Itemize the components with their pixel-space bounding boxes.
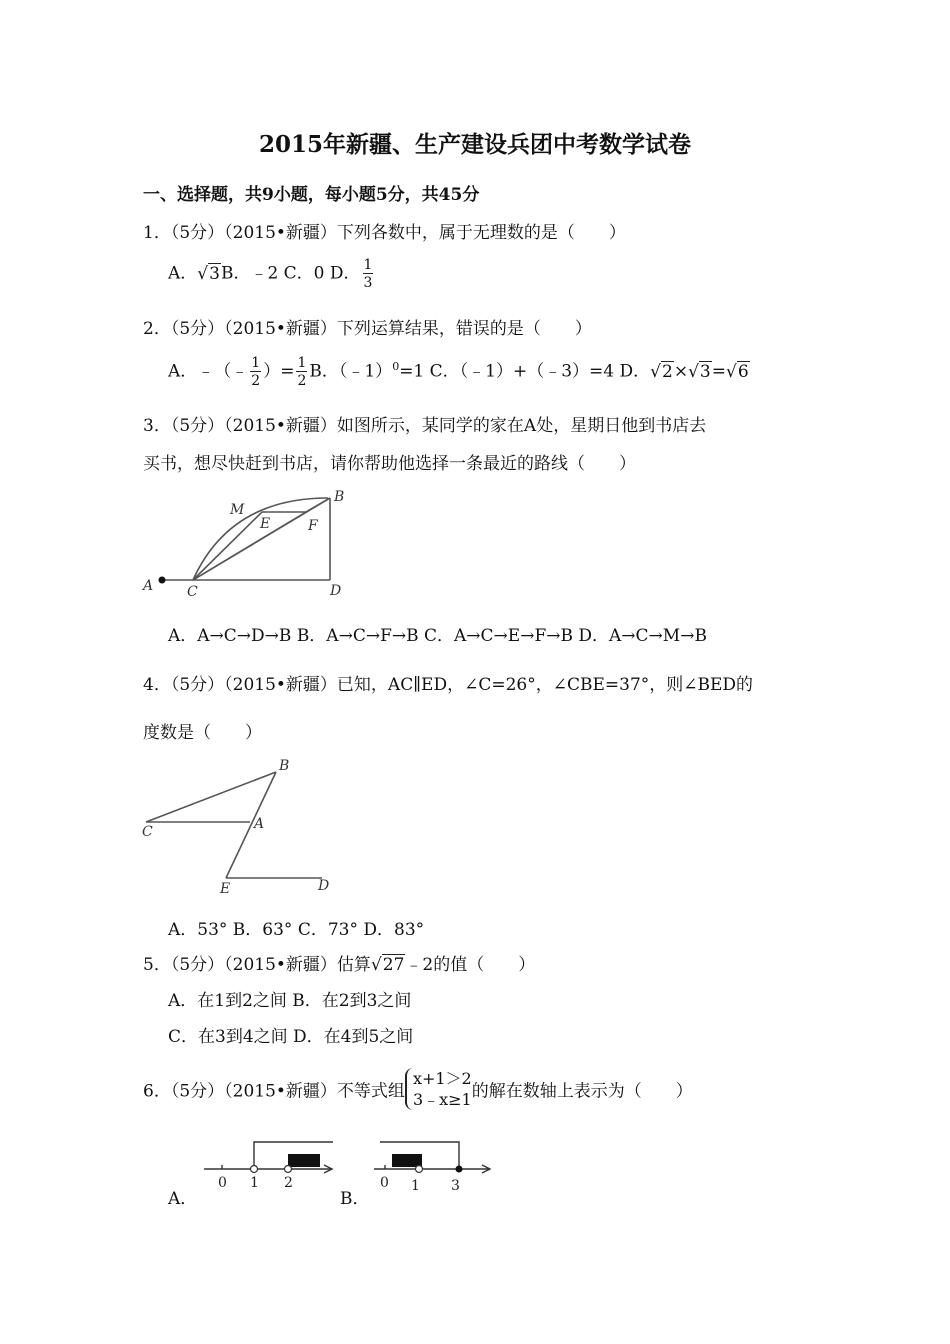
q3-route-figure xyxy=(138,482,358,604)
label-c: C xyxy=(187,584,198,600)
label-f: F xyxy=(308,518,318,534)
svg-text:1: 1 xyxy=(250,1175,259,1191)
q6-option-a-number-line xyxy=(200,1134,345,1196)
question-5-options-row2: C．在3到4之间 D．在4到5之间 xyxy=(168,1027,414,1047)
question-3-stem-line2: 买书，想尽快赶到书店，请你帮助他选择一条最近的路线（ ） xyxy=(143,454,636,474)
label-d: D xyxy=(330,583,342,599)
label-e: E xyxy=(260,516,271,532)
label-e: E xyxy=(220,881,231,897)
q6-option-b-label: B． xyxy=(340,1189,370,1209)
label-b: B xyxy=(334,489,345,505)
question-1-stem: 1．（5分）（2015•新疆）下列各数中，属于无理数的是（ ） xyxy=(143,223,626,243)
question-3-stem-line1: 3．（5分）（2015•新疆）如图所示，某同学的家在A处，星期日他到书店去 xyxy=(143,416,707,436)
question-4-options: A．53° B．63° C．73° D．83° xyxy=(168,920,425,940)
svg-text:0: 0 xyxy=(380,1175,389,1191)
fraction-half-2: $\frac{1}{2}$ xyxy=(297,355,307,389)
page-title: 2015年新疆、生产建设兵团中考数学试卷 xyxy=(258,131,691,158)
label-c: C xyxy=(142,824,153,840)
segment-fc xyxy=(193,512,306,580)
inequality-system: x+1＞2 3﹣x≥1 xyxy=(405,1068,472,1110)
label-d: D xyxy=(318,878,330,894)
svg-text:2: 2 xyxy=(284,1175,293,1191)
fraction-one-third: $\frac{1}{3}$ xyxy=(363,257,373,291)
label-a: A xyxy=(143,578,154,594)
svg-text:1: 1 xyxy=(411,1178,420,1194)
question-3-options: A．A→C→D→B B．A→C→F→B C．A→C→E→F→B D．A→C→M→B xyxy=(168,626,707,646)
label-a: A xyxy=(254,816,265,832)
question-5-options-row1: A．在1到2之间 B．在2到3之间 xyxy=(168,991,412,1011)
open-point xyxy=(251,1166,258,1173)
point-a xyxy=(159,577,166,584)
question-2-options: A．﹣（﹣ $\frac{1}{2}$ ）= $\frac{1}{2}$ B．（﹣1）$^0$=1 C．（﹣1）+（﹣3）=4 D．√2×√3=√6 xyxy=(168,355,749,389)
question-2-stem: 2．（5分）（2015•新疆）下列运算结果，错误的是（ ） xyxy=(143,319,592,339)
question-4-stem-line1: 4．（5分）（2015•新疆）已知，AC∥ED，∠C=26°，∠CBE=37°，则∠BED的 xyxy=(143,675,754,695)
shaded-block xyxy=(392,1154,422,1167)
sqrt-3: √3 xyxy=(197,263,220,284)
question-5-stem: 5．（5分）（2015•新疆）估算√27﹣2的值（ ） xyxy=(143,955,536,975)
q6-option-b-number-line xyxy=(370,1134,495,1196)
shaded-block xyxy=(288,1154,320,1167)
question-1-options: A．√3B．﹣2 C．0 D． $\frac{1}{3}$ xyxy=(168,257,373,291)
label-m: M xyxy=(230,502,245,518)
fraction-half: $\frac{1}{2}$ xyxy=(251,355,261,389)
open-point xyxy=(416,1166,423,1173)
question-4-stem-line2: 度数是（ ） xyxy=(143,723,262,743)
q4-parallel-lines-figure xyxy=(138,754,348,899)
question-6-stem: 6．（5分）（2015•新疆）不等式组 x+1＞2 3﹣x≥1 的解在数轴上表示为（ ） xyxy=(143,1069,693,1109)
svg-text:3: 3 xyxy=(451,1178,460,1194)
label-b: B xyxy=(279,758,290,774)
sqrt-27: √27 xyxy=(370,955,405,975)
svg-text:0: 0 xyxy=(218,1175,227,1191)
q6-option-a-label: A． xyxy=(168,1189,198,1209)
open-point xyxy=(285,1166,292,1173)
section-heading: 一、选择题，共9小题，每小题5分，共45分 xyxy=(143,185,480,205)
closed-point xyxy=(456,1166,463,1173)
